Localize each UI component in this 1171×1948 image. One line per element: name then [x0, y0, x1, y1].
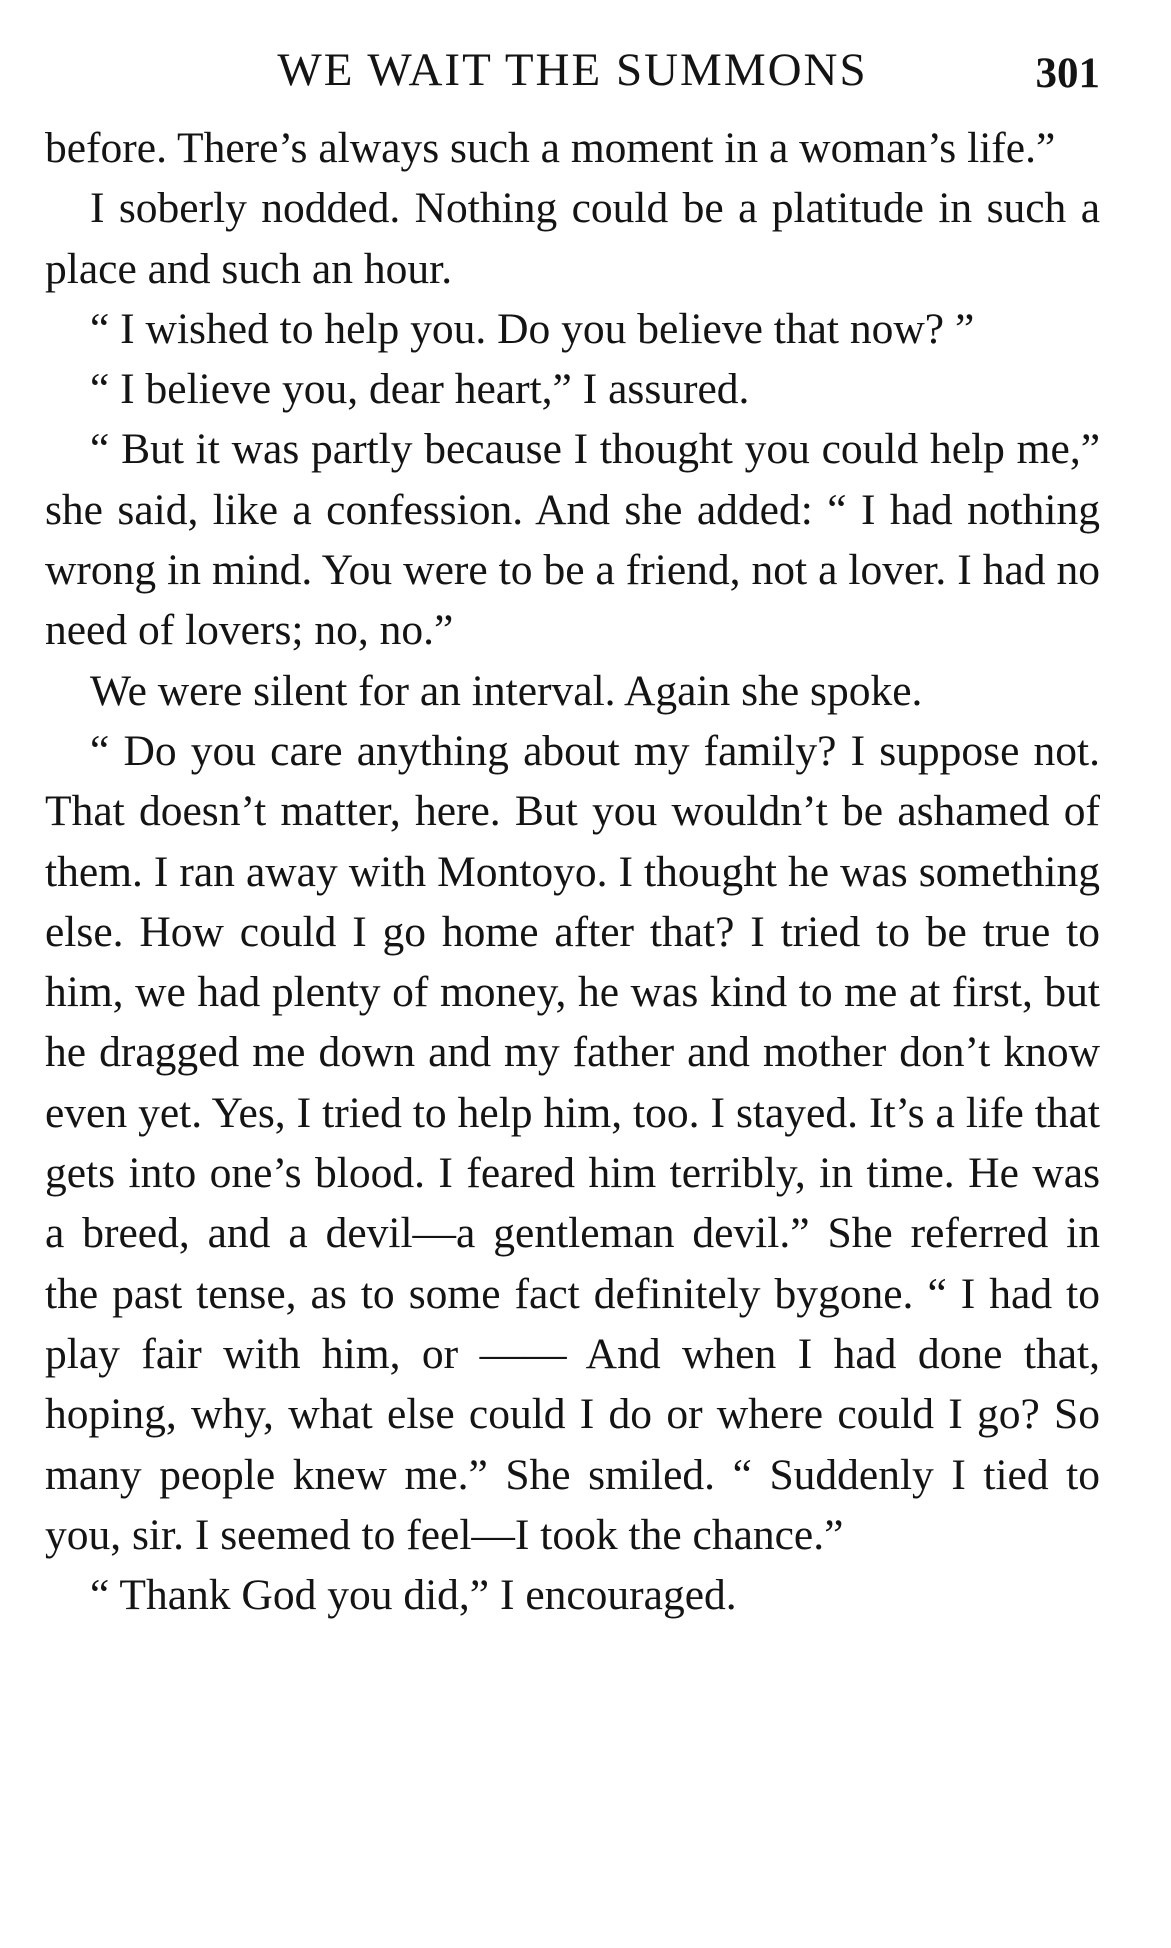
- paragraph: “ Do you care anything about my family? I suppose not. That doesn’t matter, here. But you wouldn’t be ashamed of them. I ran away with Montoyo. I thought he was something else. How could I go home after that? I tried to be true to him, we had plenty of money, he was kind to me at first, but he dragged me down and my father and mother don’t know even yet. Yes, I tried to help him, too. I stayed. It’s a life that gets into one’s blood. I feared him terribly, in time. He was a breed, and a devil—a gentleman devil.” She referred in the past tense, as to some fact definitely bygone. “ I had to play fair with him, or —— And when I had done that, hoping, why, what else could I do or where could I go? So many people knew me.” She smiled. “ Suddenly I tied to you, sir. I seemed to feel—I took the chance.”: [45, 726, 1100, 1559]
- page-number: 301: [1035, 50, 1100, 97]
- paragraph: “ I believe you, dear heart,” I assured.: [90, 365, 750, 414]
- paragraph: We were silent for an interval. Again she spoke.: [90, 666, 923, 715]
- running-head: [45, 40, 1100, 100]
- paragraph: before. There’s always such a moment in a woman’s life.”: [45, 124, 1056, 172]
- paragraph: “ I wished to help you. Do you believe that now? ”: [90, 304, 975, 353]
- running-head-title: WE WAIT THE SUMMONS: [277, 44, 868, 96]
- paragraph: “ Thank God you did,” I encouraged.: [90, 1571, 737, 1620]
- paragraph: I soberly nodded. Nothing could be a platitude in such a place and such an hour.: [45, 184, 1100, 293]
- paragraph: “ But it was partly because I thought you could help me,” she said, like a confession. And she added: “ I had nothing wrong in mind. You were to be a friend, not a lover. I had no need of lovers; no, no.”: [45, 425, 1100, 655]
- body-text: [45, 118, 1100, 1625]
